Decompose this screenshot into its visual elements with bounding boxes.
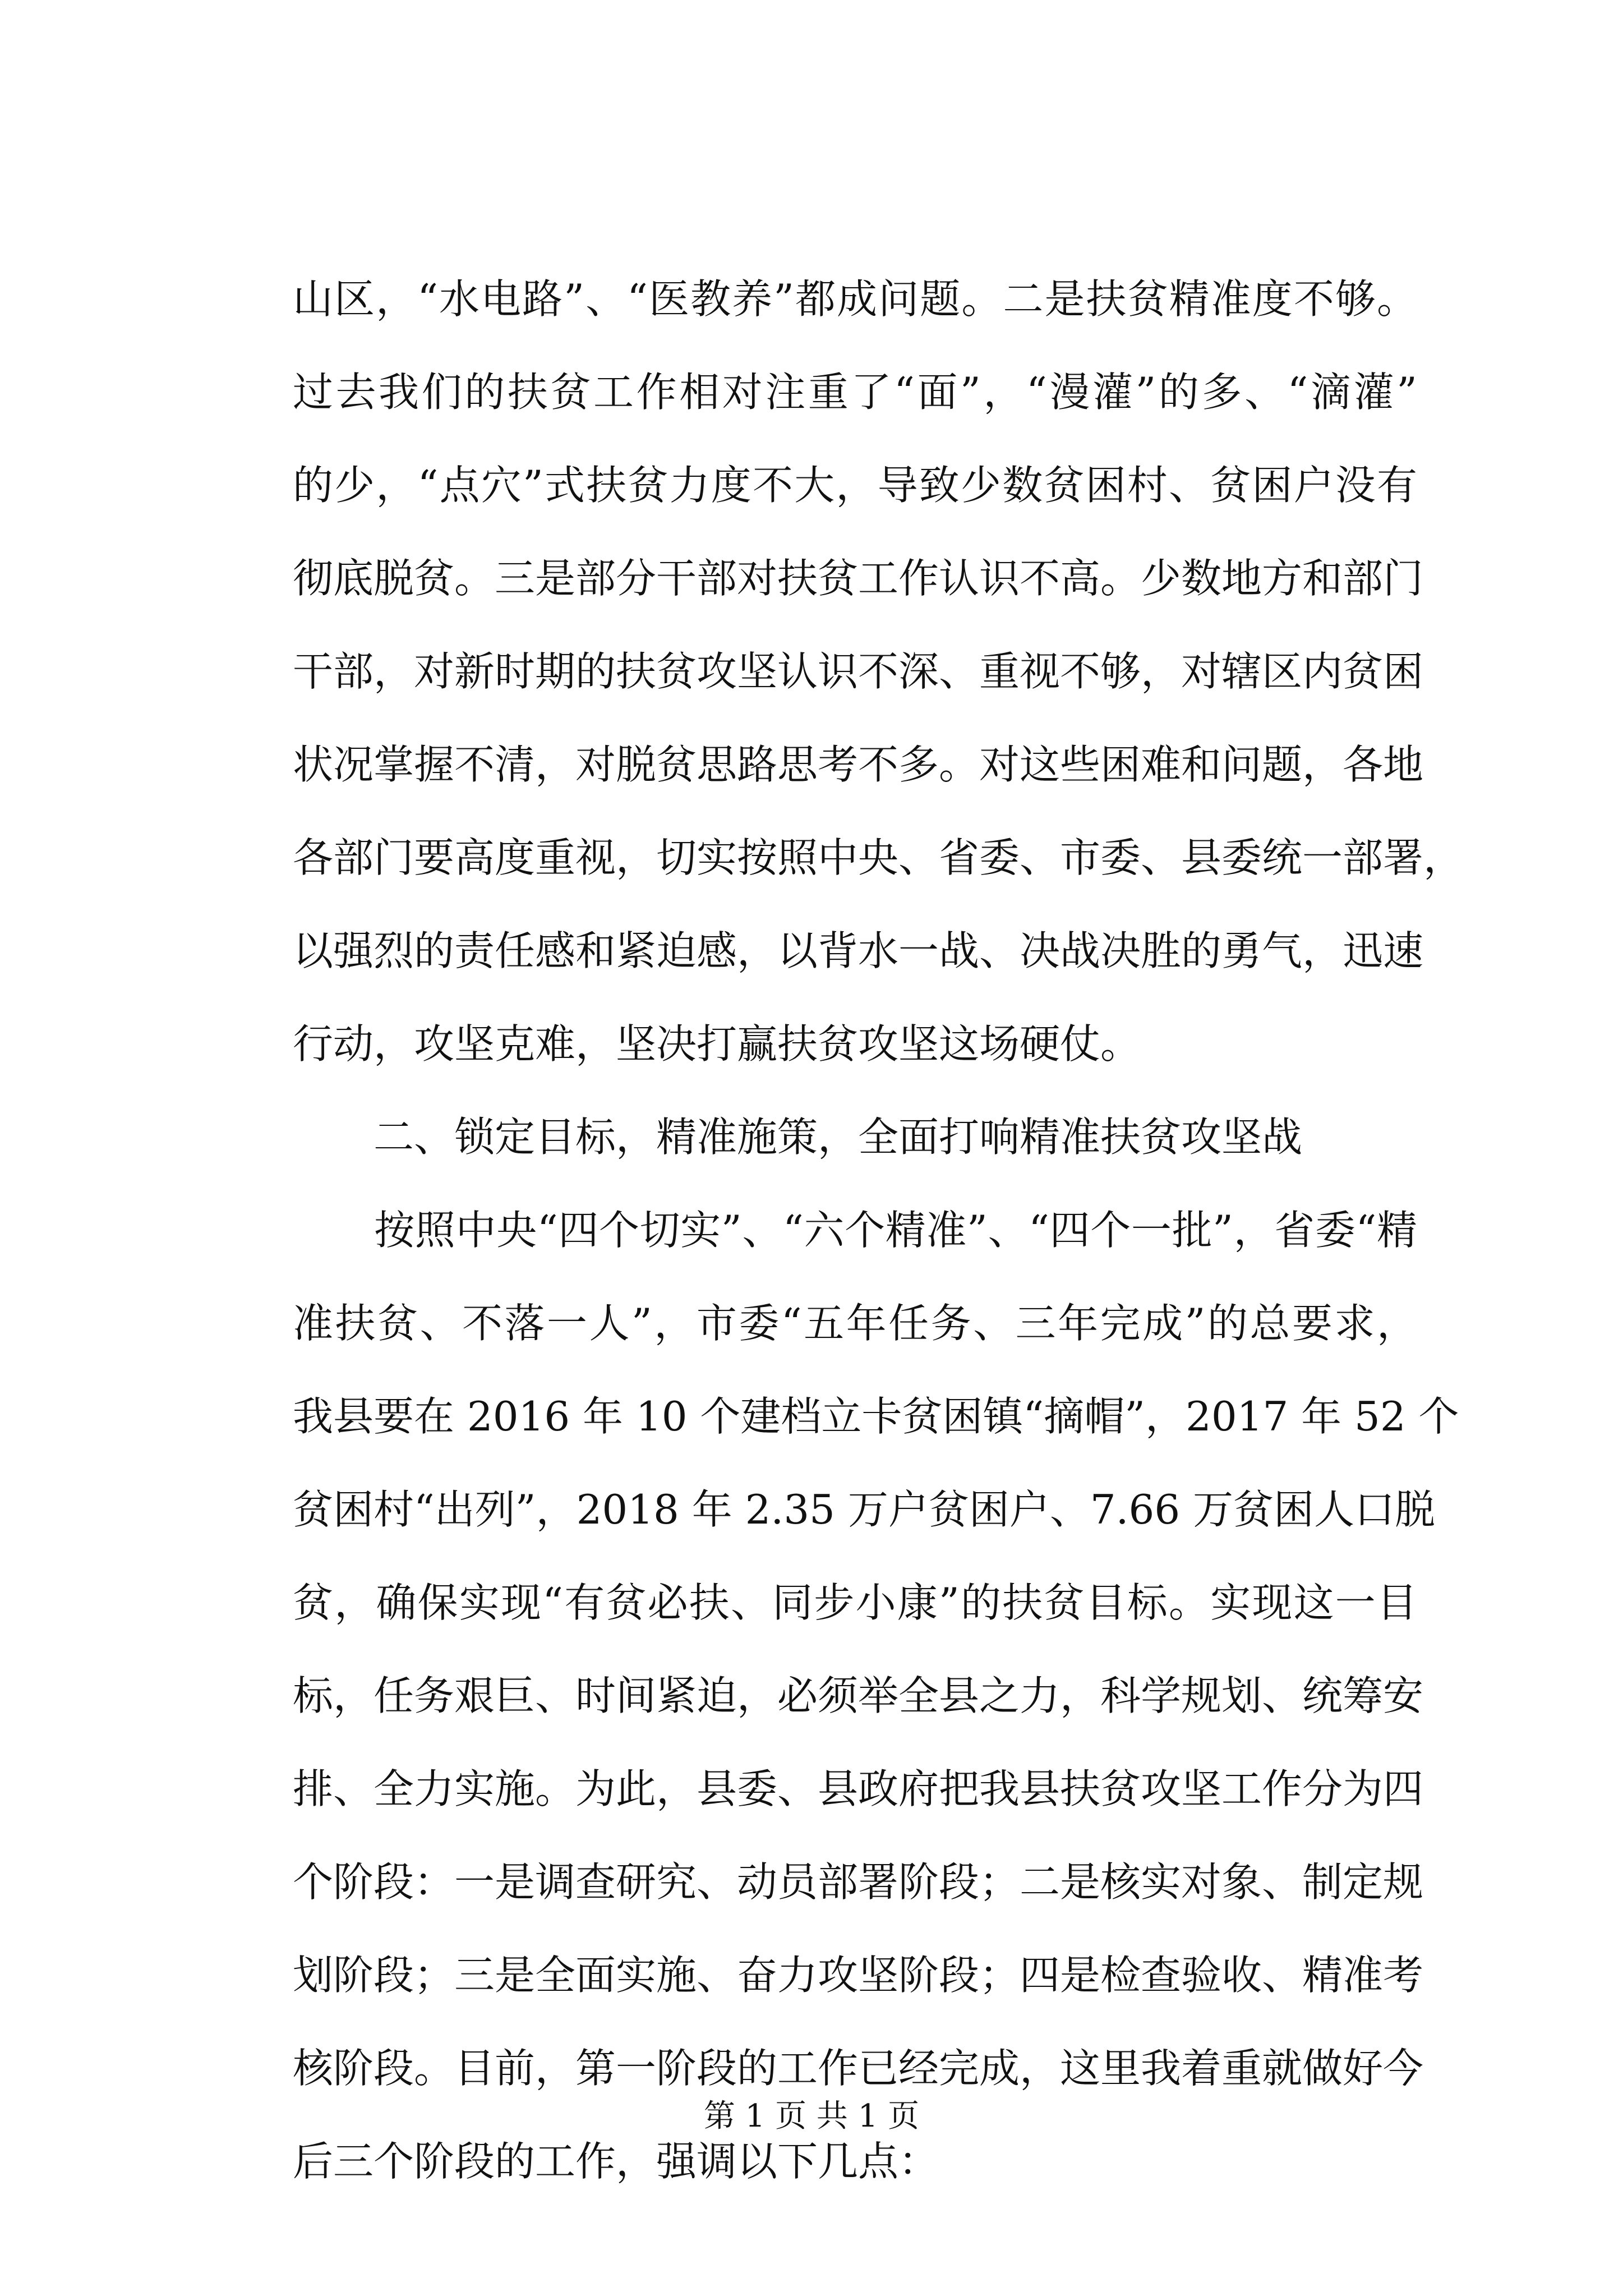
- text-line: 我县要在 2016 年 10 个建档立卡贫困镇“摘帽”，2017 年 52 个: [293, 1393, 1459, 1440]
- text-line: 彻底脱贫。三是部分干部对扶贫工作认识不高。少数地方和部门: [293, 555, 1424, 602]
- section-heading: 二、锁定目标，精准施策，全面打响精准扶贫攻坚战: [293, 1114, 1303, 1161]
- text-line: 以强烈的责任感和紧迫感，以背水一战、决战决胜的勇气，迅速: [293, 927, 1424, 974]
- text-line: 山区，“水电路”、“医教养”都成问题。二是扶贫精准度不够。: [293, 275, 1417, 323]
- text-line: 干部，对新时期的扶贫攻坚认识不深、重视不够，对辖区内贫困: [293, 648, 1424, 695]
- text-line: 各部门要高度重视，切实按照中央、省委、市委、县委统一部署，: [293, 834, 1464, 881]
- text-line: 贫困村“出列”，2018 年 2.35 万户贫困户、7.66 万贫困人口脱: [293, 1486, 1436, 1533]
- text-line: 过去我们的扶贫工作相对注重了“面”，“漫灌”的多、“滴灌”: [293, 369, 1417, 416]
- text-line: 按照中央“四个切实”、“六个精准”、“四个一批”，省委“精: [293, 1207, 1417, 1254]
- page-footer: 第 1 页 共 1 页: [703, 2098, 920, 2134]
- text-line: 准扶贫、不落一人”，市委“五年任务、三年完成”的总要求，: [293, 1300, 1417, 1347]
- text-line: 贫，确保实现“有贫必扶、同步小康”的扶贫目标。实现这一目: [293, 1579, 1417, 1626]
- text-line: 个阶段：一是调查研究、动员部署阶段；二是核实对象、制定规: [293, 1858, 1424, 1906]
- text-line: 的少，“点穴”式扶贫力度不大，导致少数贫困村、贫困户没有: [293, 462, 1417, 509]
- text-line: 排、全力实施。为此，县委、县政府把我县扶贫攻坚工作分为四: [293, 1765, 1424, 1812]
- text-line: 标，任务艰巨、时间紧迫，必须举全县之力，科学规划、统筹安: [293, 1672, 1424, 1719]
- text-line: 核阶段。目前，第一阶段的工作已经完成，这里我着重就做好今: [293, 2045, 1424, 2092]
- text-line: 行动，攻坚克难，坚决打赢扶贫攻坚这场硬仗。: [293, 1020, 1141, 1068]
- body-text: [293, 252, 1464, 2208]
- text-line: 划阶段；三是全面实施、奋力攻坚阶段；四是检查验收、精准考: [293, 1952, 1424, 1999]
- text-line: 状况掌握不清，对脱贫思路思考不多。对这些困难和问题，各地: [293, 741, 1424, 788]
- text-line: 后三个阶段的工作，强调以下几点：: [293, 2138, 939, 2185]
